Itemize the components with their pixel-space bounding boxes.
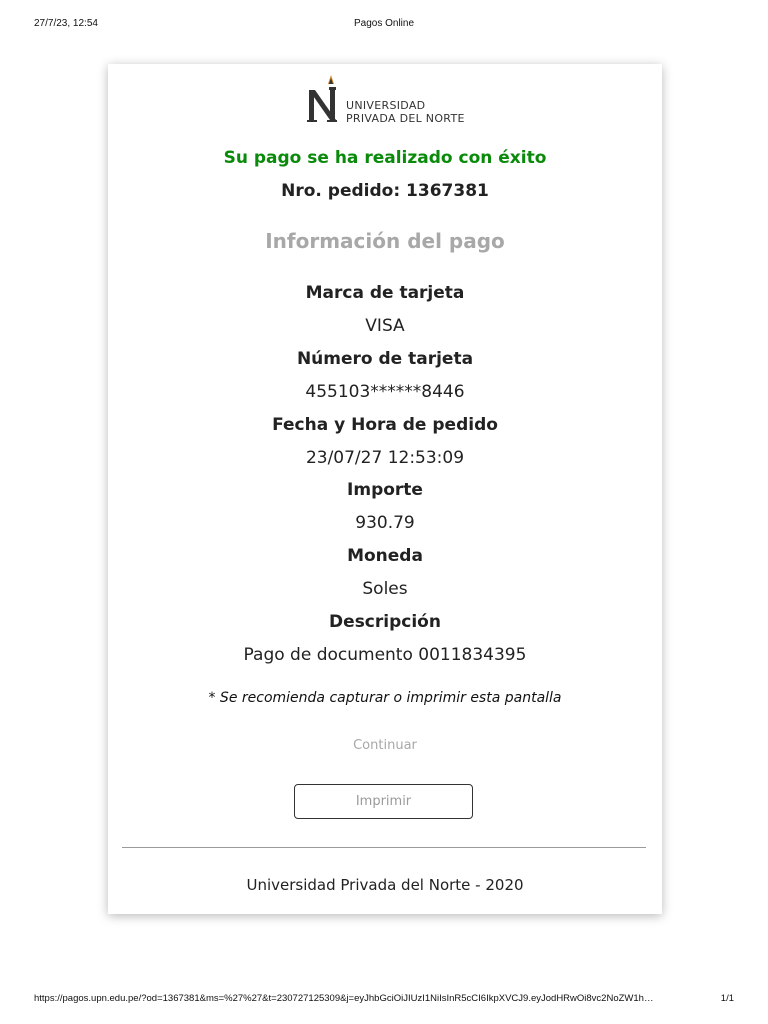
logo-line-1: UNIVERSIDAD xyxy=(346,99,426,112)
logo-wordmark xyxy=(346,99,465,125)
capture-note: * Se recomienda capturar o imprimir esta pantalla xyxy=(208,690,562,706)
currency-value: Soles xyxy=(362,579,408,599)
print-url: https://pagos.upn.edu.pe/?od=1367381&ms=%27%27&t=230727125309&j=eyJhbGciOiJIUzI1NiIsInR5cCI6IkpXVCJ9.eyJodHRwOi8vc2NoZW1h… xyxy=(34,993,654,1004)
print-footer xyxy=(34,993,734,1007)
card-brand-label: Marca de tarjeta xyxy=(305,283,465,303)
logo-line-2: PRIVADA DEL NORTE xyxy=(346,112,465,125)
print-date: 27/7/23, 12:54 xyxy=(34,18,98,29)
print-page-number: 1/1 xyxy=(720,993,734,1004)
logo-mark-icon xyxy=(306,74,346,130)
continue-link[interactable]: Continuar xyxy=(353,738,417,753)
card-number-value: 455103******8446 xyxy=(305,382,465,402)
payment-info-title: Información del pago xyxy=(265,229,505,253)
description-label: Descripción xyxy=(329,612,441,632)
print-button[interactable]: Imprimir xyxy=(294,784,473,819)
footer-copyright: Universidad Privada del Norte - 2020 xyxy=(246,876,524,894)
description-value: Pago de documento 0011834395 xyxy=(243,645,527,665)
card-number-label: Número de tarjeta xyxy=(296,349,474,369)
print-title: Pagos Online xyxy=(353,18,415,29)
payment-receipt-card xyxy=(108,64,662,914)
amount-value: 930.79 xyxy=(355,513,415,533)
university-logo xyxy=(306,74,476,130)
card-brand-value: VISA xyxy=(365,316,405,336)
order-number: Nro. pedido: 1367381 xyxy=(281,181,489,201)
order-datetime-label: Fecha y Hora de pedido xyxy=(272,415,498,435)
footer-divider xyxy=(122,847,646,848)
print-header xyxy=(34,18,734,32)
success-message: Su pago se ha realizado con éxito xyxy=(223,148,547,168)
amount-label: Importe xyxy=(347,480,423,500)
order-datetime-value: 23/07/27 12:53:09 xyxy=(305,448,465,468)
currency-label: Moneda xyxy=(347,546,423,566)
